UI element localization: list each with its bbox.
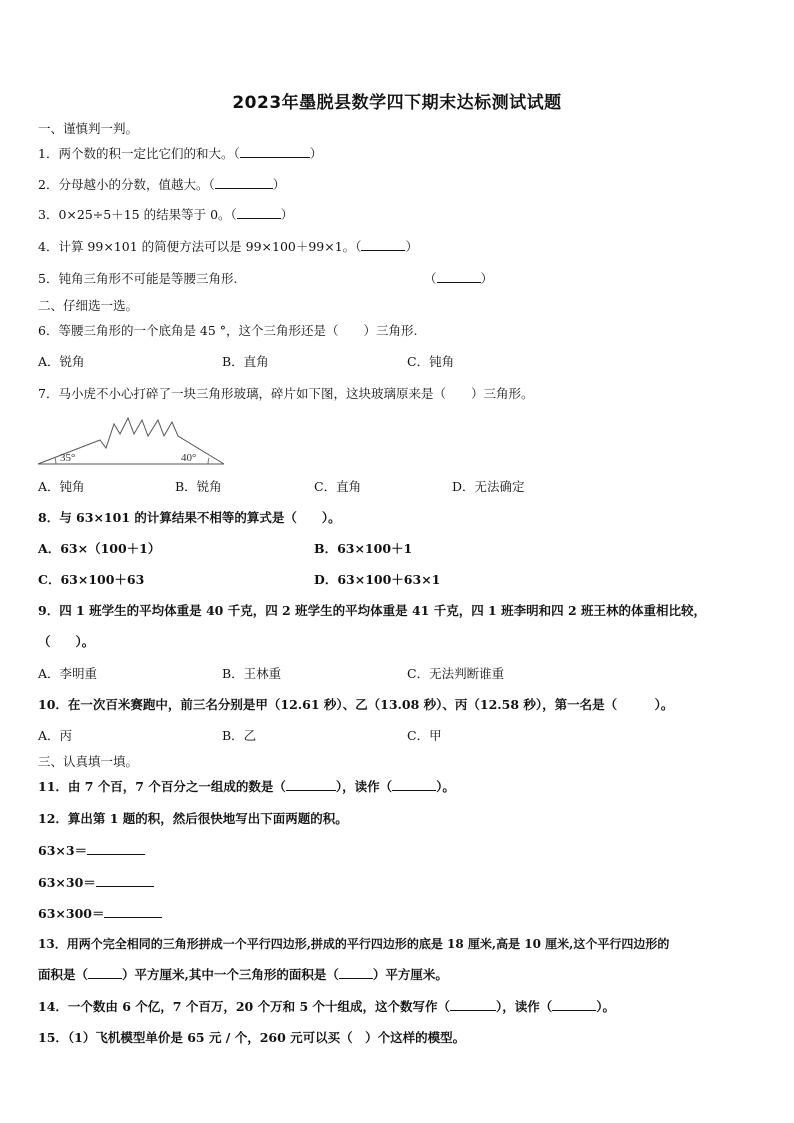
question-12: 12．算出第 1 题的积，然后很快地写出下面两题的积。: [38, 811, 348, 826]
question-9: 9．四 1 班学生的平均体重是 40 千克，四 2 班学生的平均体重是 41 千克，四 1 班李明和四 2 班王林的体重相比较，: [38, 603, 707, 618]
answer-blank[interactable]: [88, 966, 122, 979]
answer-blank[interactable]: [437, 270, 481, 283]
option-a[interactable]: A．钝角: [38, 479, 85, 494]
option-b[interactable]: B．乙: [222, 728, 257, 743]
question-13-text-a: 面积是（: [38, 967, 89, 982]
question-14: [38, 998, 615, 1016]
question-13-text-c: ）平方厘米。: [372, 967, 448, 982]
question-13-cont: [38, 966, 448, 984]
product-line-3: [38, 905, 162, 923]
question-2-end: ）: [272, 177, 286, 192]
question-14-text-c: ）。: [596, 999, 616, 1014]
answer-blank[interactable]: [392, 778, 436, 791]
question-15: 15．（1）飞机模型单价是 65 元 / 个，260 元可以买（ ）个这样的模型。: [38, 1030, 466, 1045]
answer-blank[interactable]: [552, 998, 596, 1011]
angle-label-left: 35°: [60, 452, 76, 464]
question-3: [38, 206, 293, 224]
answer-blank[interactable]: [450, 998, 496, 1011]
question-11-text-b: ），读作（: [335, 779, 393, 794]
question-13-text-b: ）平方厘米,其中一个三角形的面积是（: [122, 967, 339, 982]
question-4-end: ）: [405, 239, 418, 254]
question-9-cont: （ ）。: [38, 634, 95, 649]
option-c[interactable]: C．钝角: [407, 354, 455, 369]
question-4-text: 4．计算 99×101 的简便方法可以是 99×100＋99×1。（: [38, 239, 362, 254]
answer-blank[interactable]: [87, 842, 145, 855]
product-line-1: [38, 842, 145, 860]
answer-blank[interactable]: [215, 176, 273, 189]
option-a[interactable]: A．丙: [38, 728, 73, 743]
option-d[interactable]: D．无法确定: [452, 479, 525, 494]
question-14-text-b: ），读作（: [496, 999, 553, 1014]
question-1: [38, 145, 322, 163]
question-11-text-a: 11．由 7 个百，7 个百分之一组成的数是（: [38, 779, 286, 794]
section-heading-2: 二、仔细选一选。: [38, 298, 139, 313]
option-a[interactable]: A．李明重: [38, 666, 98, 681]
question-10: 10．在一次百米赛跑中，前三名分别是甲（12.61 秒）、乙（13.08 秒）、丙（12.58 秒），第一名是（ ）。: [38, 697, 674, 712]
question-2: [38, 176, 285, 194]
paren-open: （: [424, 271, 437, 286]
question-11: [38, 778, 455, 796]
question-3-text: 3．0×25÷5＋15 的结果等于 0。（: [38, 207, 237, 222]
option-b[interactable]: B．直角: [222, 354, 269, 369]
question-1-end: ）: [309, 146, 323, 161]
broken-triangle-figure: [36, 410, 228, 468]
answer-blank[interactable]: [361, 238, 405, 251]
product-expr: 63×3＝: [38, 843, 88, 858]
option-b[interactable]: B．锐角: [175, 479, 222, 494]
paren-close: ）: [480, 271, 494, 286]
question-6: 6．等腰三角形的一个底角是 45 °，这个三角形还是（ ）三角形.: [38, 323, 418, 338]
product-expr: 63×30＝: [38, 875, 96, 890]
option-a[interactable]: A．锐角: [38, 354, 85, 369]
question-5-answer: [424, 270, 493, 288]
answer-blank[interactable]: [96, 874, 154, 887]
product-expr: 63×300＝: [38, 906, 105, 921]
answer-blank[interactable]: [240, 145, 310, 158]
option-c[interactable]: C．直角: [314, 479, 362, 494]
question-1-text: 1．两个数的积一定比它们的和大。（: [38, 146, 240, 161]
option-c[interactable]: C．63×100＋63: [38, 572, 145, 587]
answer-blank[interactable]: [237, 206, 281, 219]
question-5: 5．钝角三角形不可能是等腰三角形.: [38, 271, 238, 286]
section-heading-3: 三、认真填一填。: [38, 754, 139, 769]
question-14-text-a: 14．一个数由 6 个亿，7 个百万，20 个万和 5 个十组成，这个数写作（: [38, 999, 450, 1014]
answer-blank[interactable]: [104, 905, 162, 918]
question-13: 13．用两个完全相同的三角形拼成一个平行四边形,拼成的平行四边形的底是 18 厘米,高是 10 厘米,这个平行四边形的: [38, 937, 670, 951]
option-b[interactable]: B．王林重: [222, 666, 282, 681]
question-7: 7．马小虎不小心打碎了一块三角形玻璃，碎片如下图，这块玻璃原来是（ ）三角形。: [38, 386, 534, 401]
option-b[interactable]: B．63×100＋1: [314, 541, 413, 556]
option-c[interactable]: C．无法判断谁重: [407, 666, 505, 681]
option-a[interactable]: A．63×（100＋1）: [38, 541, 161, 556]
product-line-2: [38, 874, 154, 892]
answer-blank[interactable]: [339, 966, 373, 979]
option-c[interactable]: C．甲: [407, 728, 442, 743]
angle-label-right: 40°: [181, 452, 197, 464]
question-8: 8．与 63×101 的计算结果不相等的算式是（ ）。: [38, 510, 341, 525]
option-d[interactable]: D．63×100＋63×1: [314, 572, 441, 587]
section-heading-1: 一、谨慎判一判。: [38, 121, 139, 136]
question-11-text-c: ）。: [436, 779, 455, 794]
page-title: 2023年墨脱县数学四下期末达标测试试题: [232, 93, 562, 113]
answer-blank[interactable]: [286, 778, 336, 791]
question-2-text: 2．分母越小的分数，值越大。（: [38, 177, 215, 192]
question-4: [38, 238, 418, 256]
question-3-end: ）: [280, 207, 294, 222]
